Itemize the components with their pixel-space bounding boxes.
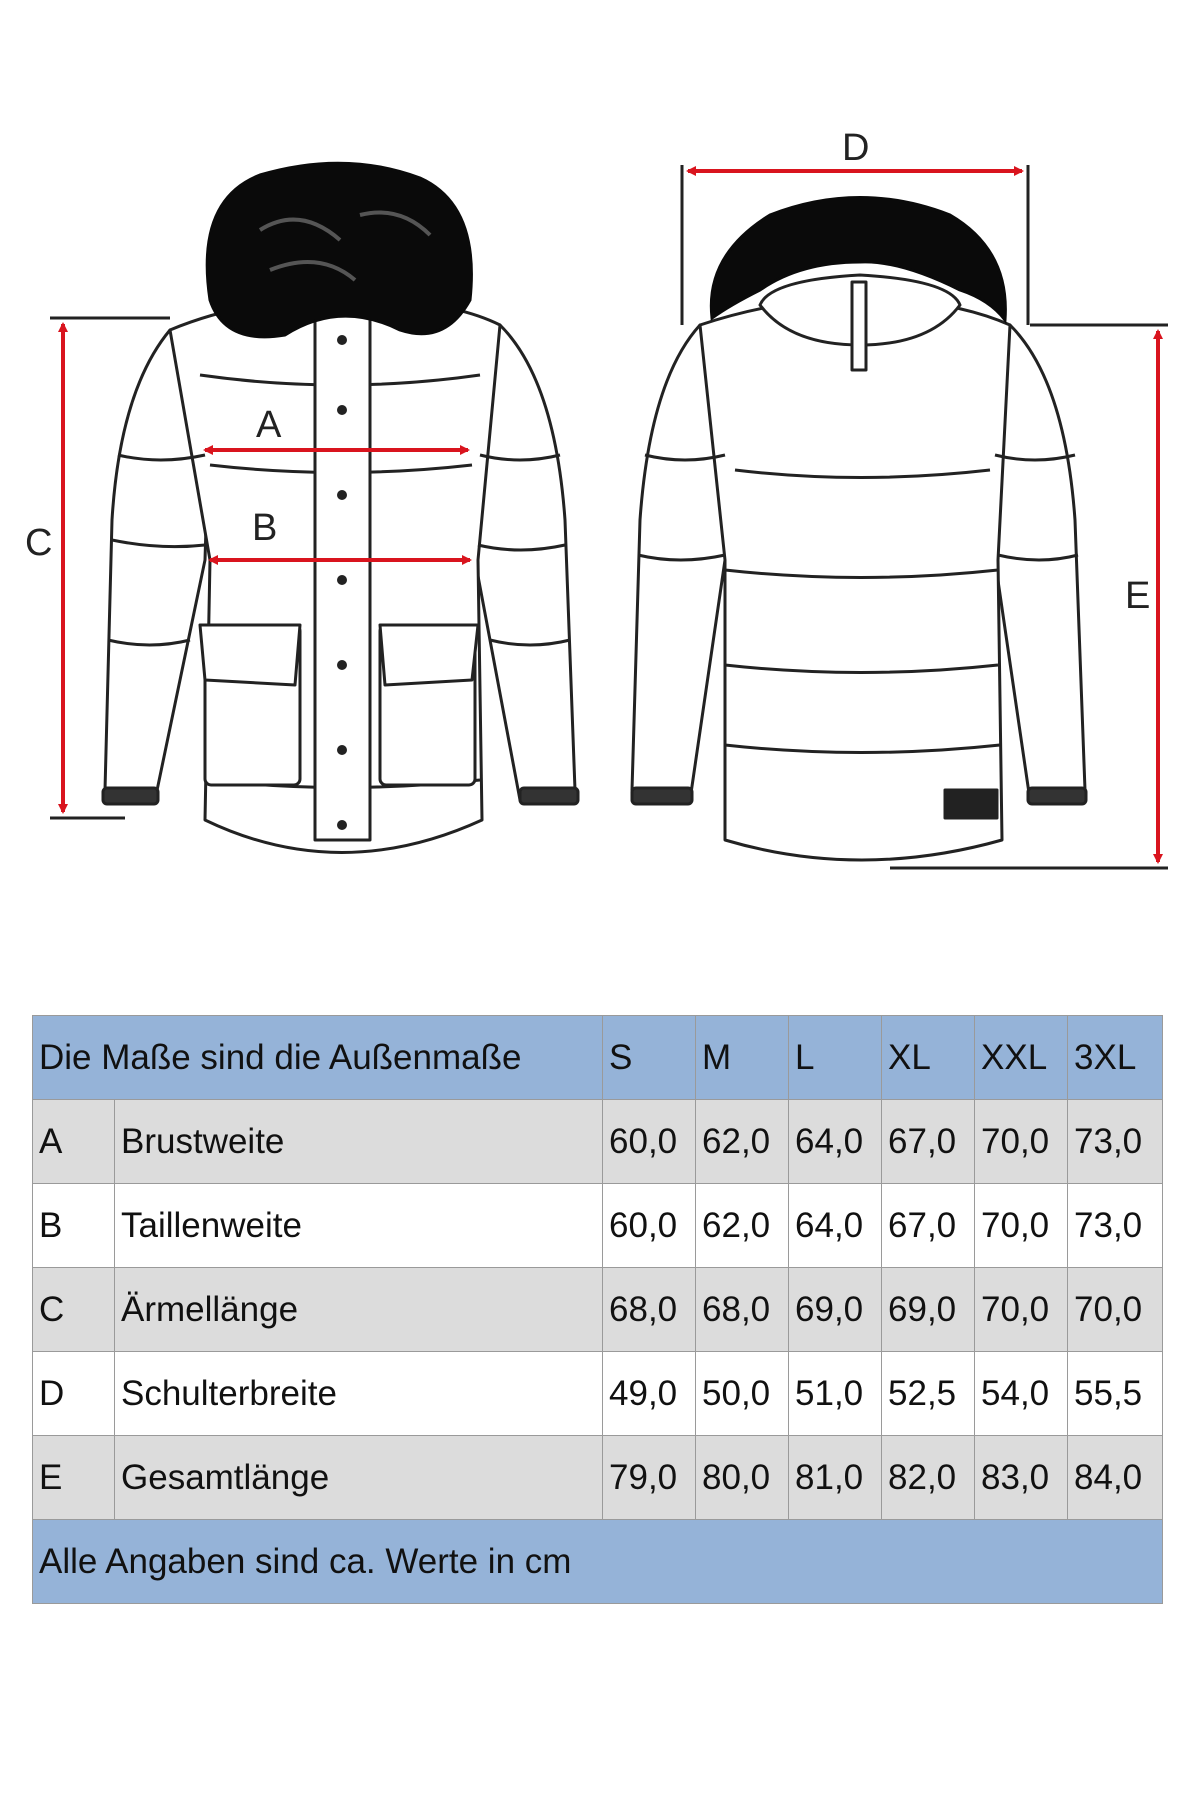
row-value: 84,0 bbox=[1068, 1436, 1163, 1520]
row-value: 51,0 bbox=[789, 1352, 882, 1436]
row-code: E bbox=[33, 1436, 115, 1520]
row-value: 79,0 bbox=[603, 1436, 696, 1520]
row-value: 80,0 bbox=[696, 1436, 789, 1520]
row-value: 73,0 bbox=[1068, 1100, 1163, 1184]
table-header-row bbox=[33, 1016, 1163, 1100]
size-header-3xl: 3XL bbox=[1068, 1016, 1163, 1100]
row-value: 70,0 bbox=[975, 1100, 1068, 1184]
row-code: C bbox=[33, 1268, 115, 1352]
row-value: 68,0 bbox=[696, 1268, 789, 1352]
row-value: 68,0 bbox=[603, 1268, 696, 1352]
row-name: Brustweite bbox=[115, 1100, 603, 1184]
row-value: 81,0 bbox=[789, 1436, 882, 1520]
row-value: 60,0 bbox=[603, 1184, 696, 1268]
row-name: Taillenweite bbox=[115, 1184, 603, 1268]
measure-a-label: A bbox=[256, 404, 282, 446]
back-jacket-drawing bbox=[632, 275, 1086, 860]
row-code: B bbox=[33, 1184, 115, 1268]
row-value: 67,0 bbox=[882, 1100, 975, 1184]
row-name: Ärmellänge bbox=[115, 1268, 603, 1352]
measure-d-label: D bbox=[842, 127, 870, 169]
size-header-xl: XL bbox=[882, 1016, 975, 1100]
table-row bbox=[33, 1436, 1163, 1520]
row-value: 70,0 bbox=[975, 1184, 1068, 1268]
size-header-m: M bbox=[696, 1016, 789, 1100]
row-value: 67,0 bbox=[882, 1184, 975, 1268]
row-value: 82,0 bbox=[882, 1436, 975, 1520]
size-header-xxl: XXL bbox=[975, 1016, 1068, 1100]
table-footer-row bbox=[33, 1520, 1163, 1604]
row-value: 62,0 bbox=[696, 1184, 789, 1268]
row-value: 64,0 bbox=[789, 1184, 882, 1268]
front-fur-hood bbox=[207, 163, 471, 337]
table-row bbox=[33, 1352, 1163, 1436]
table-header-title: Die Maße sind die Außenmaße bbox=[33, 1016, 603, 1100]
row-value: 60,0 bbox=[603, 1100, 696, 1184]
table-row bbox=[33, 1100, 1163, 1184]
row-code: A bbox=[33, 1100, 115, 1184]
measure-b-label: B bbox=[252, 507, 278, 549]
row-value: 69,0 bbox=[882, 1268, 975, 1352]
row-value: 62,0 bbox=[696, 1100, 789, 1184]
row-name: Schulterbreite bbox=[115, 1352, 603, 1436]
measure-c-label: C bbox=[25, 522, 53, 564]
table-row bbox=[33, 1268, 1163, 1352]
row-value: 55,5 bbox=[1068, 1352, 1163, 1436]
row-value: 50,0 bbox=[696, 1352, 789, 1436]
measure-e-label: E bbox=[1125, 575, 1151, 617]
row-name: Gesamtlänge bbox=[115, 1436, 603, 1520]
row-value: 83,0 bbox=[975, 1436, 1068, 1520]
row-value: 69,0 bbox=[789, 1268, 882, 1352]
row-value: 70,0 bbox=[1068, 1268, 1163, 1352]
table-row bbox=[33, 1184, 1163, 1268]
row-value: 49,0 bbox=[603, 1352, 696, 1436]
size-header-l: L bbox=[789, 1016, 882, 1100]
row-value: 64,0 bbox=[789, 1100, 882, 1184]
size-chart-table bbox=[32, 1015, 1163, 1604]
row-code: D bbox=[33, 1352, 115, 1436]
table-footer-note: Alle Angaben sind ca. Werte in cm bbox=[33, 1520, 1163, 1604]
row-value: 73,0 bbox=[1068, 1184, 1163, 1268]
row-value: 54,0 bbox=[975, 1352, 1068, 1436]
row-value: 70,0 bbox=[975, 1268, 1068, 1352]
size-header-s: S bbox=[603, 1016, 696, 1100]
row-value: 52,5 bbox=[882, 1352, 975, 1436]
